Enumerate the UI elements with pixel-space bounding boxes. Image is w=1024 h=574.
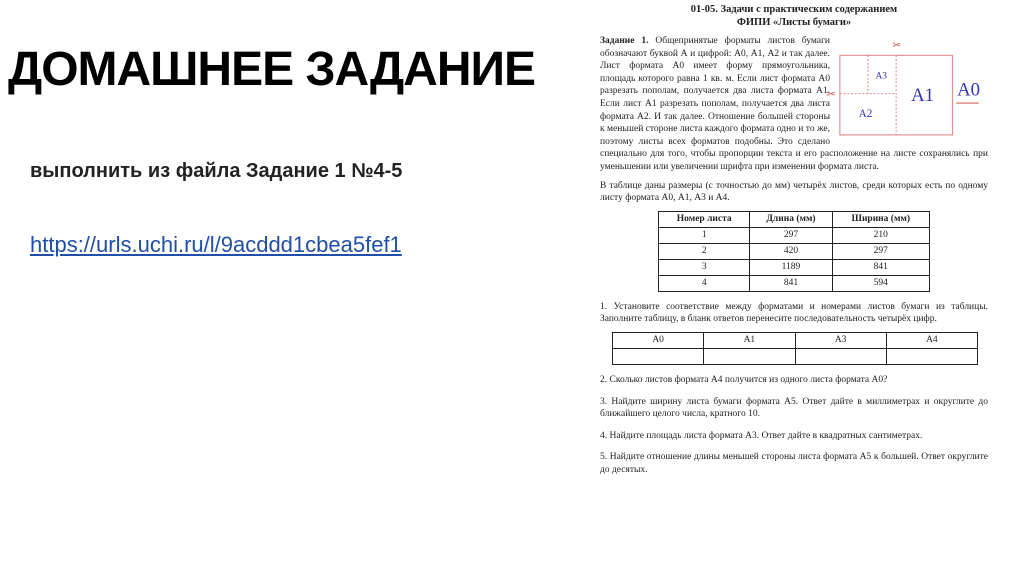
question-2: 2. Сколько листов формата А4 получится из одного листа формата А0?	[600, 374, 888, 385]
task-intro	[600, 35, 988, 174]
scissors-icon: ✂	[826, 89, 836, 101]
table-row: 2 420 297	[659, 243, 930, 259]
paper-format-figure	[826, 37, 988, 141]
table-header: Номер листа	[659, 211, 750, 227]
document-image	[600, 0, 988, 574]
slide-subtitle: выполнить из файла Задание 1 №4-5	[30, 160, 403, 182]
table-row: 1 297 210	[659, 227, 930, 243]
label-a3: A3	[875, 71, 887, 82]
slide-title: ДОМАШНЕЕ ЗАДАНИЕ	[8, 43, 535, 96]
label-a0: A0	[957, 79, 980, 101]
doc-subtitle: ФИПИ «Листы бумаги»	[736, 17, 852, 28]
table-header: Ширина (мм)	[832, 211, 929, 227]
doc-title: 01-05. Задачи с практическим содержанием	[690, 4, 898, 15]
scissors-icon: ✂	[892, 40, 902, 52]
question-5: 5. Найдите отношение длины меньшей стороны листа формата А5 к большей. Ответ округлите до десятых.	[600, 452, 988, 475]
table-row: 3 1189 841	[659, 259, 930, 275]
table-header: Длина (мм)	[750, 211, 832, 227]
answer-table: А0 А1 А3 А4	[612, 332, 978, 365]
question-1: 1. Установите соответствие между форматами и номерами листов бумаги из таблицы. Заполните таблицу, в бланк ответов перенесите последовательность четырёх цифр.	[600, 301, 988, 325]
table-intro: В таблице даны размеры (с точностью до мм) четырёх листов, среди которых есть по одному листу формата А0, А1, А3 и А4.	[600, 180, 988, 204]
table-row: 4 841 594	[659, 275, 930, 291]
question-4: 4. Найдите площадь листа формата А3. Ответ дайте в квадратных сантиметрах.	[600, 430, 923, 441]
sizes-table	[658, 211, 930, 292]
label-a2: A2	[858, 108, 873, 121]
task-label: Задание 1.	[600, 36, 649, 46]
question-3: 3. Найдите ширину листа бумаги формата А5. Ответ дайте в миллиметрах и округлите до ближайшего целого числа, кратного 10.	[600, 396, 988, 420]
task-intro-text: Общепринятые форматы листов бумаги обозначают буквой А и цифрой: А0, А1, А2 и так далее. Лист формата А0 имеет форму прямоугольника, площадь которого равна 1 кв. м. Если лист формата А0 разрезать пополам, получается два листа формата А1. Если лист А1 разрезать пополам, получается два листа формата А2. И так далее. Отношение	[600, 36, 830, 122]
task-intro-cont: большей стороны к меньшей стороне листа каждого формата одно и то же, поэтому листы всех форматов подобны. Это сделано специально для того, чтобы пропорции текста и его расположение на листе сохранялись при уменьшении или увеличении шрифта при изменении формата листа.	[600, 111, 988, 172]
homework-link[interactable]: https://urls.uchi.ru/l/9acddd1cbea5fef1	[30, 232, 402, 257]
label-a1: A1	[911, 85, 935, 107]
